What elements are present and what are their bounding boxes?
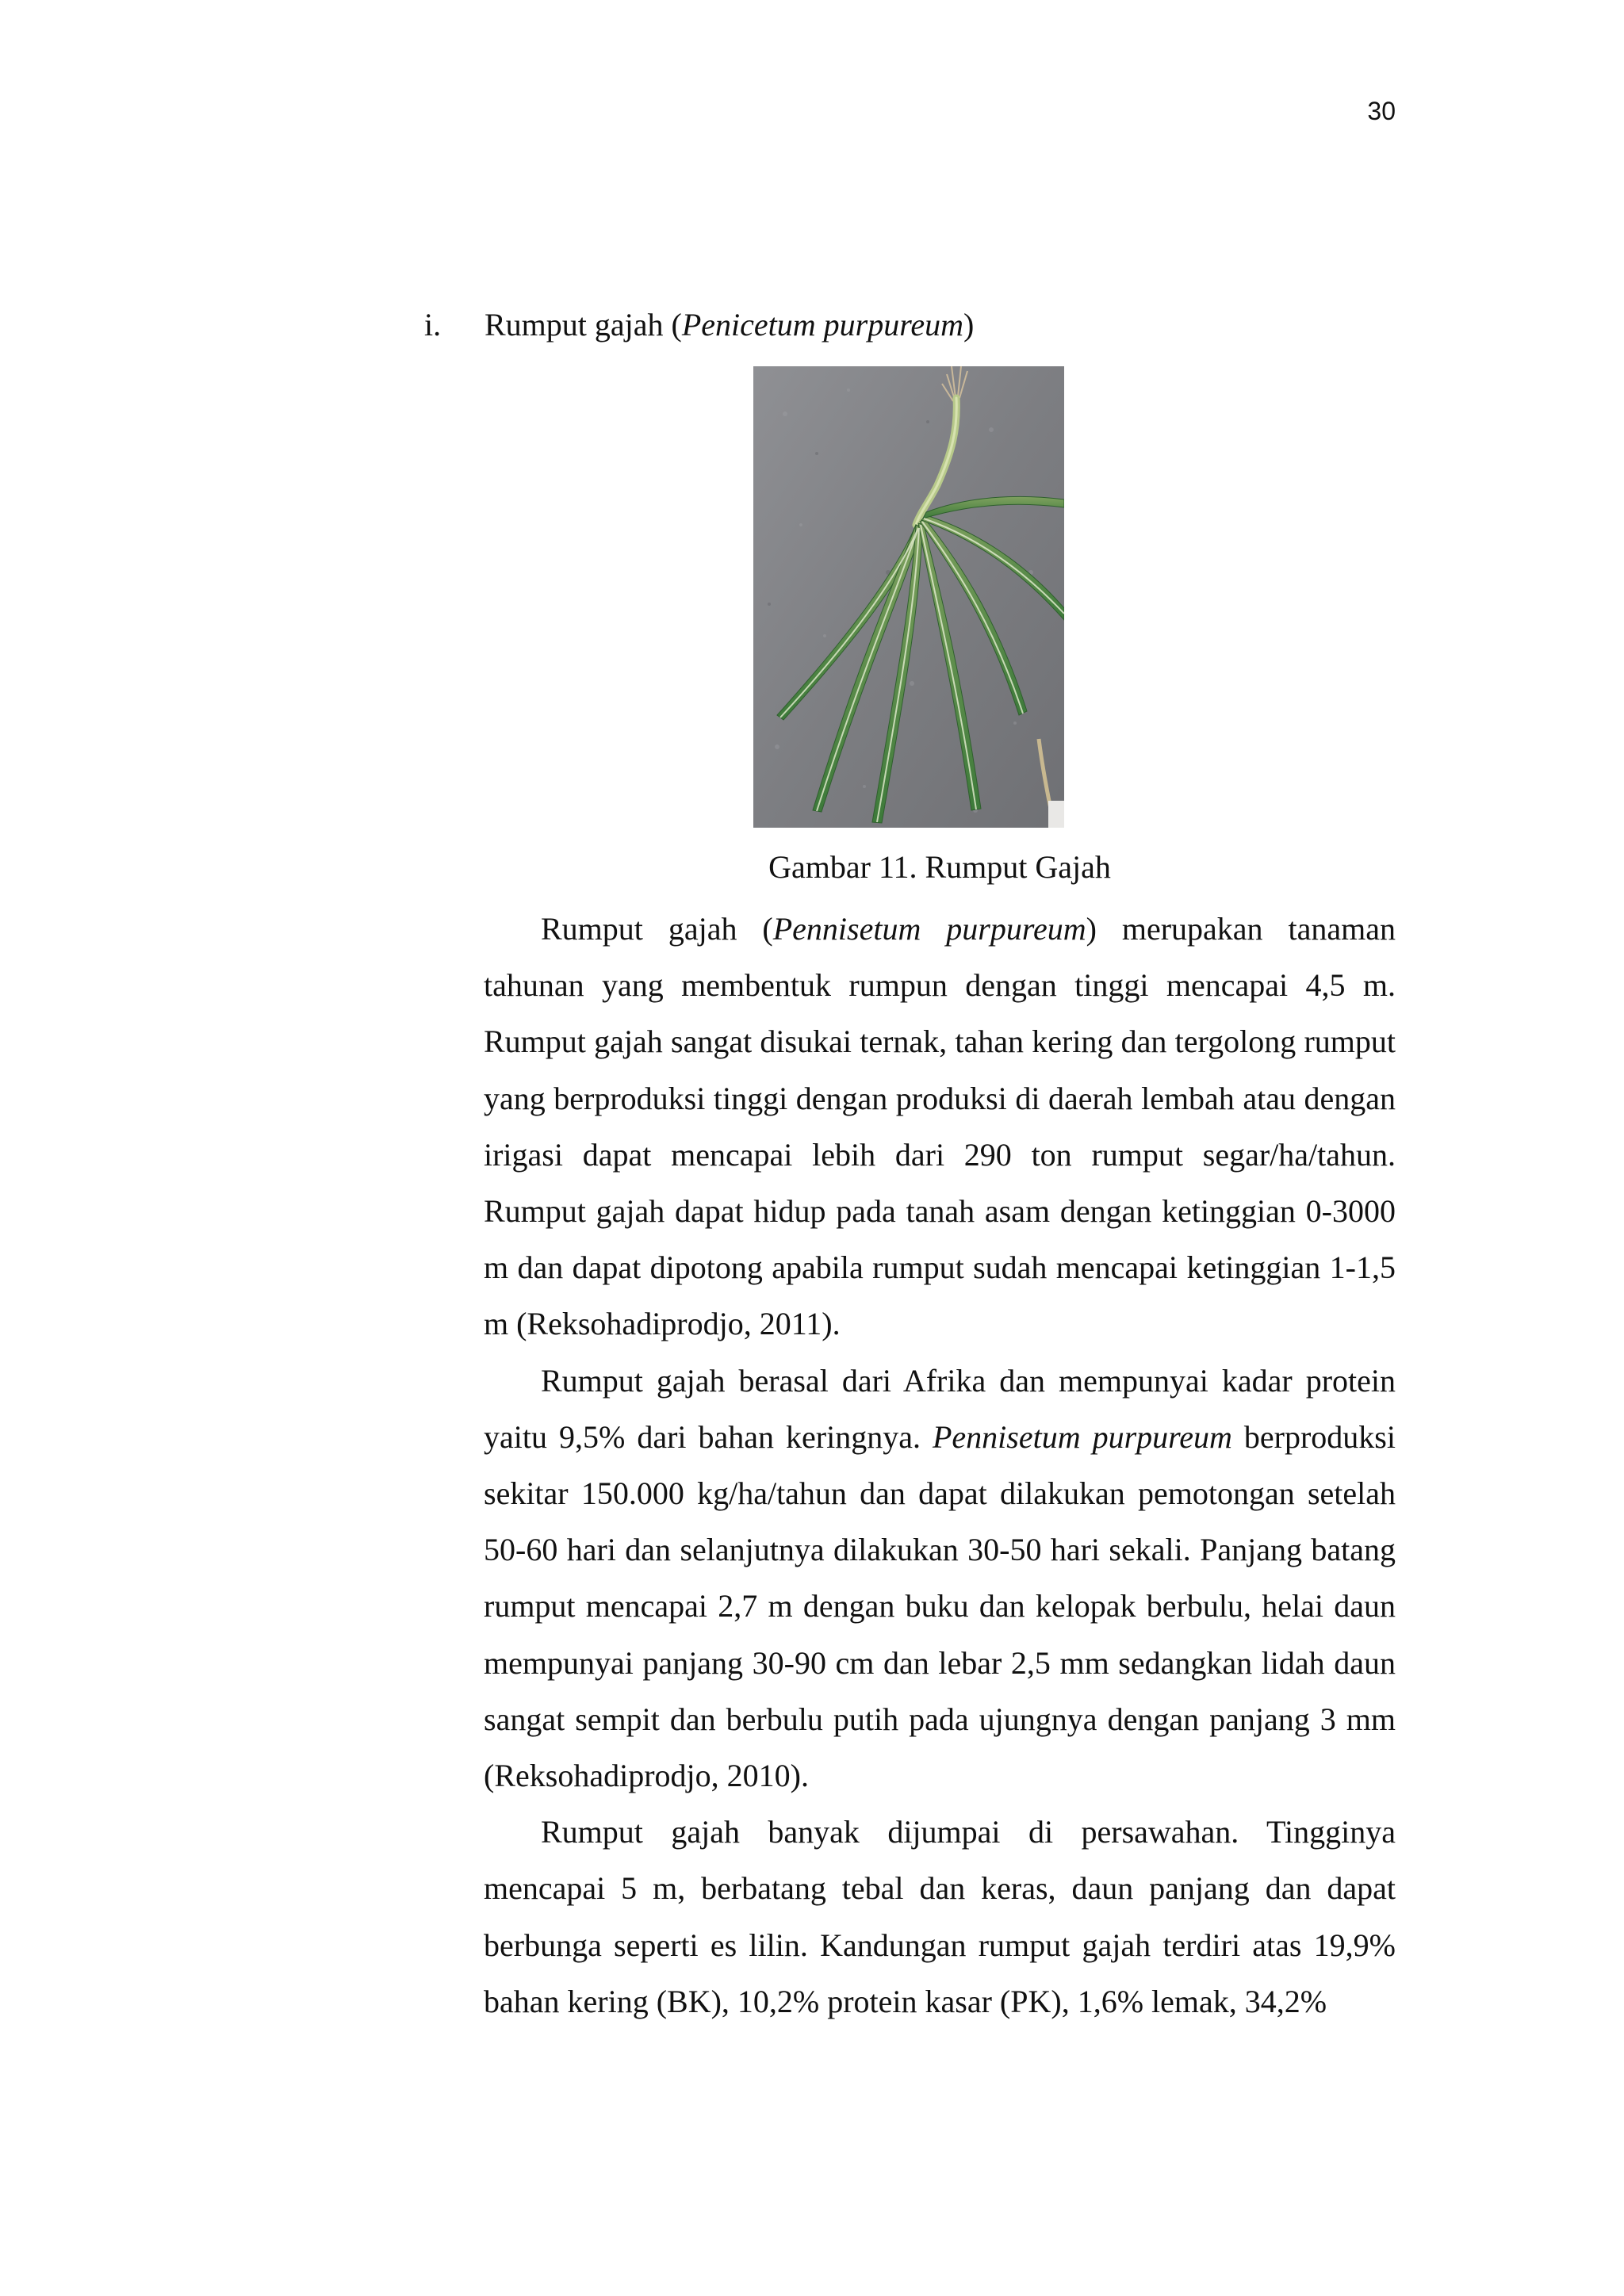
page-number: 30 [1367,97,1396,125]
figure-caption: Gambar 11. Rumput Gajah [768,849,1111,885]
paragraph-text: ) merupakan tanaman tahunan yang membentuk rumpun dengan tinggi mencapai 4,5 m. Rumput gajah sangat disukai ternak, tahan kering dan tergolong rumput yang berproduksi tinggi dengan produksi di daerah lembah atau dengan irigasi dapat mencapai lebih dari 290 ton rumput segar/ha/tahun. Rumput gajah dapat hidup pada tanah asam dengan ketinggian 0-3000 m dan dapat dipotong apabila rumput sudah mencapai ketinggian 1-1,5 m (Reksohadiprodjo, 2011). [484,911,1396,1342]
list-marker: i. [424,307,442,342]
section-heading [424,306,974,343]
scientific-name: Pennisetum purpureum [932,1418,1232,1455]
heading-scientific-name: Penicetum purpureum [681,307,963,342]
paragraph-text: Rumput gajah banyak dijumpai di persawahan. Tingginya mencapai 5 m, berbatang tebal dan keras, daun panjang dan dapat berbunga seperti es lilin. Kandungan rumput gajah terdiri atas 19,9% bahan kering (BK), 10,2% protein kasar (PK), 1,6% lemak, 34,2% [484,1814,1396,2019]
heading-text: Rumput gajah ( [485,307,682,342]
paragraph-text: Rumput gajah berasal dari Afrika dan mempunyai kadar protein yaitu 9,5% dari bahan keringnya. [484,1362,1396,1455]
photo-illustration [753,366,1064,828]
paragraph [484,901,1396,1353]
heading-text-end: ) [963,307,975,342]
paragraph [484,1353,1396,1804]
elephant-grass-photo [753,366,1064,828]
paragraph-text: Rumput gajah ( [541,911,773,947]
paragraph [484,1804,1396,2030]
scientific-name: Pennisetum purpureum [772,911,1086,947]
paragraph-text: berproduksi sekitar 150.000 kg/ha/tahun dan dapat dilakukan pemotongan setelah 50-60 hari dan selanjutnya dilakukan 30-50 hari sekali. Panjang batang rumput mencapai 2,7 m dengan buku dan kelopak berbulu, helai daun mempunyai panjang 30-90 cm dan lebar 2,5 mm sedangkan lidah daun sangat sempit dan berbulu putih pada ujungnya dengan panjang 3 mm (Reksohadiprodjo, 2010). [484,1418,1396,1794]
body-text [484,901,1396,2030]
